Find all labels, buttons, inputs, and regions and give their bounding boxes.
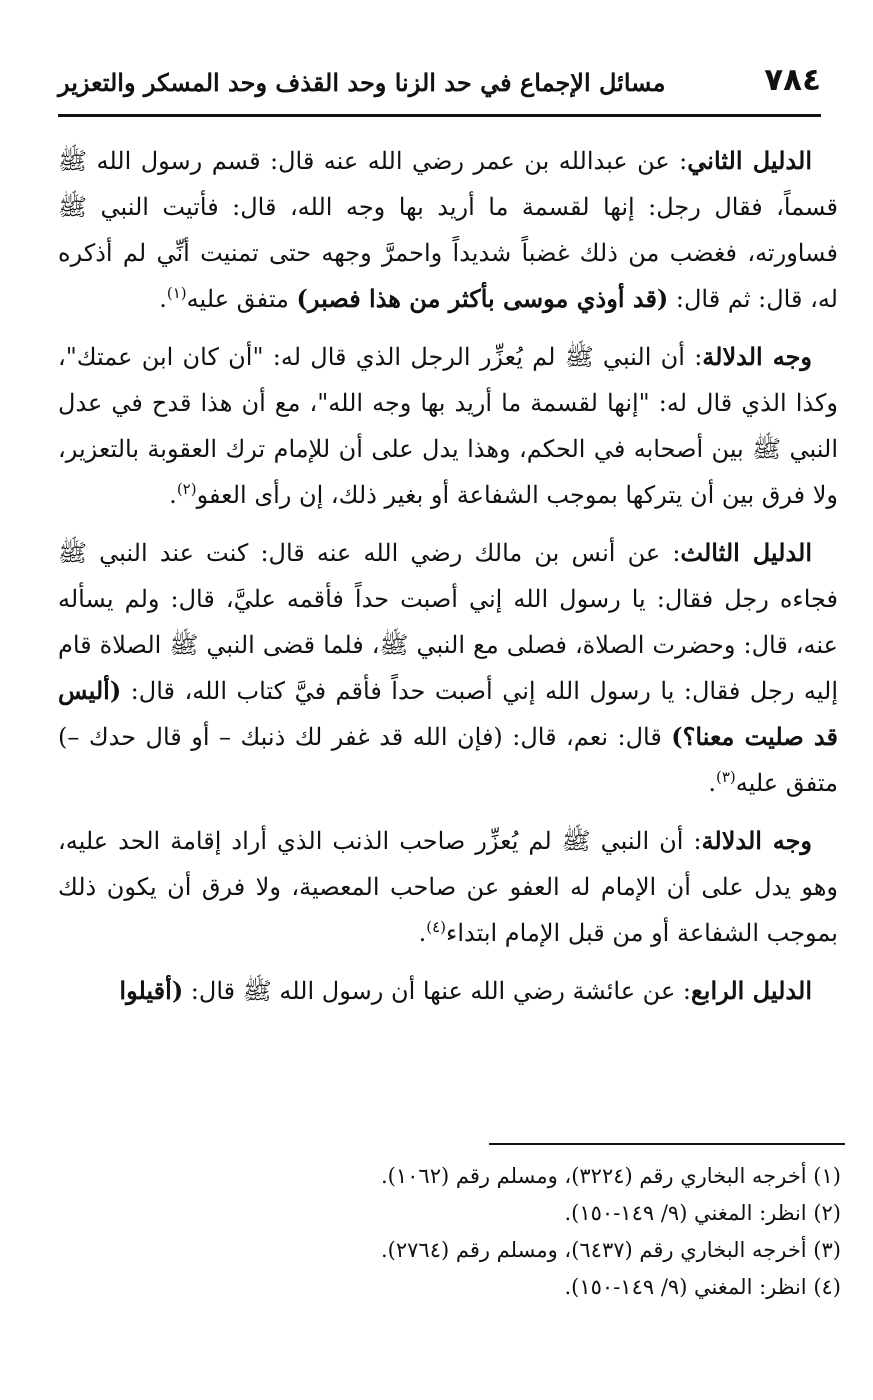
paragraph-label: الدليل الثالث bbox=[680, 538, 813, 567]
paragraph-inference-2 bbox=[58, 818, 838, 956]
footnote-ref[interactable]: (٢) bbox=[176, 480, 197, 498]
page-header bbox=[58, 58, 821, 117]
quoted-hadith: (قد أوذي موسى بأكثر من هذا فصبر) bbox=[296, 284, 669, 313]
paragraph-evidence-3 bbox=[58, 530, 838, 806]
paragraph-end: . bbox=[169, 481, 177, 509]
paragraph-text: : عن عائشة رضي الله عنها أن رسول الله ﷺ قال: bbox=[183, 977, 691, 1005]
footnotes bbox=[58, 1158, 841, 1306]
paragraph-end: . bbox=[159, 285, 167, 313]
paragraph-evidence-4 bbox=[58, 968, 838, 1014]
paragraph-text: : أن النبي ﷺ لم يُعزِّر الرجل الذي قال له: "أن كان ابن عمتك"، وكذا الذي قال له: "إنها لقسمة ما أريد بها وجه الله"، مع أن هذا قدح في عدل النبي ﷺ بين أصحابه في الحكم، وهذا يدل على أن للإمام ترك العقوبة بالتعزير، ولا فرق بين أن يتركها بموجب الشفاعة أو بغير ذلك، إن رأى العفو bbox=[58, 343, 838, 509]
footnote-4: (٤) انظر: المغني (٩/ ١٤٩-١٥٠). bbox=[564, 1275, 841, 1299]
paragraph-inference-1 bbox=[58, 334, 838, 518]
page-number: ٧٨٤ bbox=[764, 62, 821, 98]
paragraph-text: : أن النبي ﷺ لم يُعزِّر صاحب الذنب الذي أراد إقامة الحد عليه، وهو يدل على أن الإمام له العفو عن صاحب المعصية، ولا فرق أن يكون ذلك بموجب الشفاعة أو من قبل الإمام ابتداء bbox=[58, 827, 838, 947]
footnote-3: (٣) أخرجه البخاري رقم (٦٤٣٧)، ومسلم رقم (٢٧٦٤). bbox=[380, 1238, 841, 1262]
quoted-hadith: (أقيلوا bbox=[119, 976, 184, 1005]
paragraph-tail: قال: نعم، قال: (فإن الله قد غفر لك ذنبك – أو قال حدك –) متفق عليه bbox=[58, 723, 838, 797]
page-body bbox=[58, 138, 838, 1026]
footnote-separator bbox=[489, 1143, 845, 1145]
paragraph-label: وجه الدلالة bbox=[702, 342, 812, 371]
quoted-hadith: (أليس قد صليت معنا؟) bbox=[58, 676, 838, 751]
footnote-2: (٢) انظر: المغني (٩/ ١٤٩-١٥٠). bbox=[564, 1201, 841, 1225]
paragraph-label: الدليل الثاني bbox=[687, 146, 812, 175]
running-title: مسائل الإجماع في حد الزنا وحد القذف وحد المسكر والتعزير bbox=[58, 68, 666, 97]
paragraph-end: . bbox=[418, 919, 427, 947]
footnote-ref[interactable]: (١) bbox=[166, 284, 187, 302]
paragraph-text: : عن أنس بن مالك رضي الله عنه قال: كنت عند النبي ﷺ فجاءه رجل فقال: يا رسول الله إني أصبت حداً فأقمه عليَّ، قال: ولم يسأله عنه، قال: وحضرت الصلاة، فصلى مع النبي ﷺ، فلما قضى النبي ﷺ الصلاة قام إليه رجل فقال: يا رسول الله إني أصبت حداً فأقم فيَّ كتاب الله، قال: bbox=[58, 539, 838, 705]
paragraph-label: الدليل الرابع bbox=[690, 976, 812, 1005]
footnote-1: (١) أخرجه البخاري رقم (٣٢٢٤)، ومسلم رقم (١٠٦٢). bbox=[380, 1164, 841, 1188]
footnote-ref[interactable]: (٤) bbox=[426, 918, 447, 936]
paragraph-label: وجه الدلالة bbox=[701, 826, 812, 855]
paragraph-tail: متفق عليه bbox=[186, 285, 297, 313]
footnote-ref[interactable]: (٣) bbox=[715, 768, 736, 786]
paragraph-end: . bbox=[708, 769, 716, 797]
paragraph-evidence-2 bbox=[58, 138, 838, 322]
paragraph-text: : عن عبدالله بن عمر رضي الله عنه قال: قسم رسول الله ﷺ قسماً، فقال رجل: إنها لقسمة ما أريد بها وجه الله، قال: فأتيت النبي ﷺ فساورته، فغضب من ذلك غضباً شديداً واحمرَّ وجهه حتى تمنيت أنِّي لم أذكره له، قال: ثم قال: bbox=[58, 147, 838, 313]
